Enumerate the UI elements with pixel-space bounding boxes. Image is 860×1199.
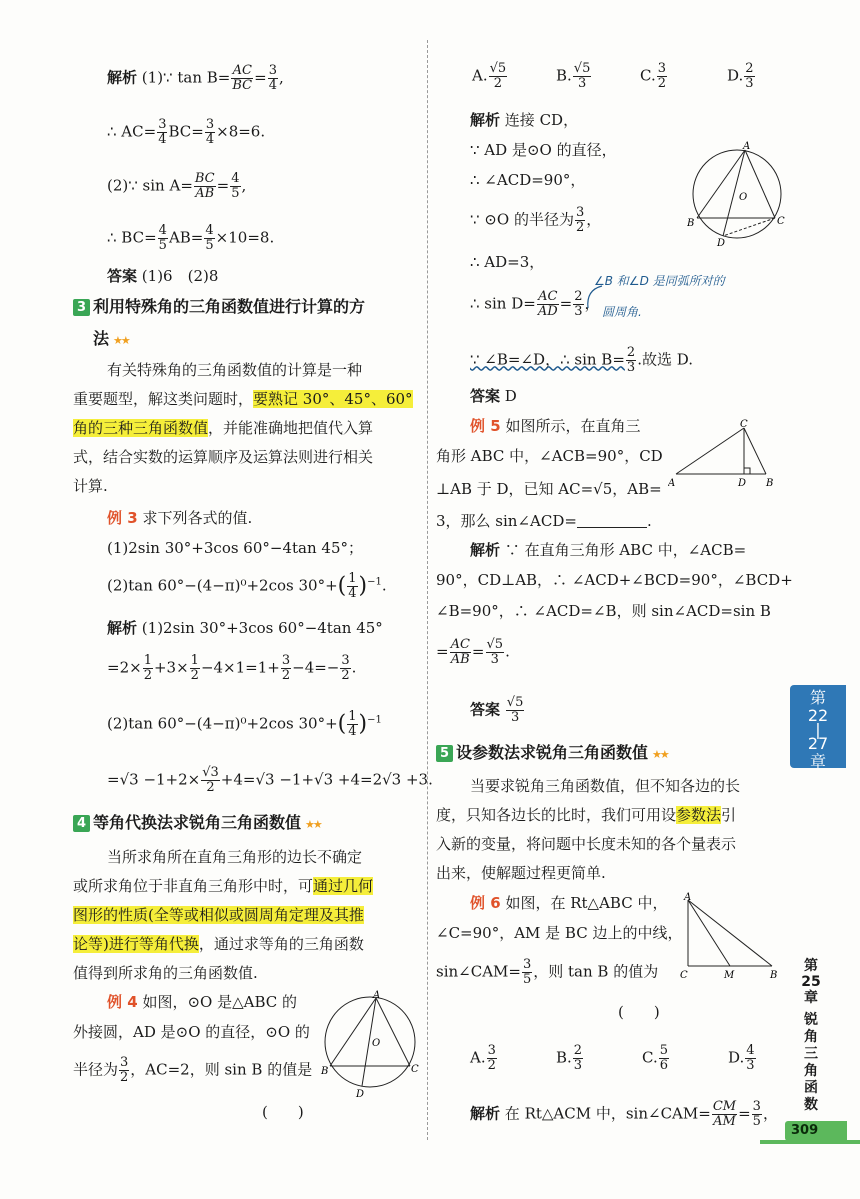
- example-4-line: 外接圆，AD 是⊙O 的直径，⊙O 的: [73, 1023, 310, 1041]
- solution-5-line: ∠B=90°，∴ ∠ACD=∠B，则 sin∠ACD=sin B: [436, 602, 771, 620]
- solution-5-line: 90°，CD⊥AB，∴ ∠ACD+∠BCD=90°，∠BCD+: [436, 571, 793, 589]
- option-b: B. $\frac{√5}{3}$: [556, 61, 591, 91]
- answer-4: 答案 D: [470, 387, 517, 405]
- option-d: D. $\frac{2}{3}$: [727, 61, 754, 91]
- column-divider: [427, 40, 428, 1140]
- solution-label: 解析: [107, 68, 138, 87]
- solution-4-line: ∴ ∠ACD=90°，: [470, 171, 586, 189]
- triangle-figure-ex5: [668, 418, 780, 490]
- highlight: 图形的性质(全等或相似或圆周角定理及其推: [73, 906, 364, 924]
- section-number-badge: 3: [73, 299, 90, 316]
- svg-text:D: D: [356, 1089, 365, 1100]
- solution-3: 解析 (1)2sin 30°+3cos 60°−4tan 45°: [107, 619, 383, 637]
- example-label: 例 5: [470, 417, 501, 435]
- section-heading-3: 3 利用特殊角的三角函数值进行计算的方: [73, 296, 365, 318]
- solution-4: 解析 连接 CD，: [470, 111, 579, 129]
- example-4: 例 4 如图，⊙O 是△ABC 的: [107, 993, 298, 1011]
- handwritten-note: 圆周角.: [602, 305, 642, 319]
- star-icon: ★★: [652, 748, 668, 761]
- svg-text:C: C: [411, 1064, 419, 1075]
- paragraph-line: 入新的变量，将问题中长度未知的各个量表示: [436, 835, 737, 853]
- fraction: $\frac{AC}{BC}$: [232, 63, 253, 93]
- example-5-line: 3，那么 sin∠ACD= .: [436, 512, 652, 530]
- example-label: 例 4: [107, 993, 138, 1011]
- svg-text:C: C: [680, 970, 688, 980]
- example-label: 例 3: [107, 509, 138, 527]
- star-icon: ★★: [113, 334, 129, 347]
- answer-label: 答案: [107, 267, 138, 285]
- option-6b: B. $\frac{2}{3}$: [556, 1043, 583, 1073]
- option-a: A. $\frac{√5}{2}$: [472, 61, 507, 91]
- example-6-line: sin∠CAM= $\frac{3}{5}$ ，则 tan B 的值为: [436, 957, 659, 987]
- svg-text:A: A: [743, 141, 751, 152]
- solution-5: 解析 ∵ 在直角三角形 ABC 中，∠ACB=: [470, 541, 747, 559]
- answer-5: 答案 $\frac{√5}{3}$: [470, 695, 524, 725]
- svg-text:O: O: [739, 192, 748, 203]
- svg-text:B: B: [766, 478, 774, 489]
- fraction: $\frac{3}{4}$: [158, 117, 167, 147]
- solution-3-line: =√3 −1+2× $\frac{√3}{2}$ +4=√3 −1+√3 +4=2√3 +3.: [107, 765, 433, 795]
- answer-blank: [577, 513, 647, 528]
- fraction: $\frac{4}{5}$: [205, 223, 214, 253]
- paragraph-line: [73, 900, 364, 930]
- svg-text:O: O: [372, 1038, 381, 1049]
- svg-text:M: M: [724, 970, 735, 980]
- answer-paren: ( ): [618, 1003, 660, 1021]
- svg-text:A: A: [373, 990, 381, 1001]
- paragraph-line: 计算.: [73, 477, 108, 495]
- solution-6: 解析 在 Rt△ACM 中，sin∠CAM= $\frac{CM}{AM}$ = $\frac{3}{5}$ ，: [470, 1099, 778, 1129]
- paragraph-line: 有关特殊角的三角函数值的计算是一种: [107, 361, 363, 379]
- svg-text:A: A: [684, 892, 692, 903]
- triangle-figure-ex6: [678, 892, 788, 980]
- fraction: $\frac{3}{4}$: [205, 117, 215, 147]
- section-heading-3-cont: 法 ★★: [93, 329, 129, 348]
- chapter-range-tab[interactable]: 第 22 | 27 章: [790, 685, 846, 768]
- option-6c: C. $\frac{5}{6}$: [642, 1043, 668, 1073]
- highlight: 角的三种三角函数值: [73, 419, 209, 437]
- fraction: $\frac{4}{5}$: [231, 171, 240, 201]
- example-5-line: ⊥AB 于 D，已知 AC=√5，AB=: [436, 480, 662, 498]
- svg-text:B: B: [321, 1066, 329, 1077]
- option-c: C. $\frac{3}{2}$: [640, 61, 666, 91]
- example-3: 例 3 求下列各式的值.: [107, 509, 253, 527]
- paragraph-line: 论等)进行等角代换，通过求等角的三角函数: [73, 935, 364, 953]
- svg-text:C: C: [740, 419, 748, 430]
- chapter-title: 锐角三角函数: [804, 1012, 818, 1113]
- fraction: $\frac{3}{4}$: [268, 63, 277, 93]
- solution-5-line: = $\frac{AC}{AB}$ = $\frac{√5}{3}$ .: [436, 637, 510, 667]
- paragraph-line: 出来，使解题过程更简单.: [436, 864, 606, 882]
- example-label: 例 6: [470, 894, 501, 912]
- paragraph-line: 角的三种三角函数值，并能准确地把值代入算: [73, 419, 374, 437]
- example-4-line: 半径为 $\frac{3}{2}$ ，AC=2，则 sin B 的值是: [73, 1055, 313, 1085]
- circle-figure-ex4: [318, 990, 423, 1100]
- svg-text:D: D: [738, 478, 747, 489]
- fraction: $\frac{BC}{AB}$: [194, 171, 215, 201]
- arrow-icon: [580, 282, 606, 312]
- example-5-line: 角形 ABC 中，∠ACB=90°，CD: [436, 447, 663, 465]
- section-heading-5: 5 设参数法求锐角三角函数值 ★★: [436, 742, 668, 766]
- solution-line: (2)∵ sin A= $\frac{BC}{AB}$ = $\frac{4}{5}$ ,: [107, 171, 247, 201]
- highlight: 通过几何: [313, 877, 374, 895]
- example-5: 例 5 如图所示，在直角三: [470, 417, 641, 435]
- solution-4-line: ∵ ∠B=∠D，∴ sin B= $\frac{2}{3}$ .故选 D.: [470, 345, 693, 375]
- page-number-bar: [760, 1140, 860, 1144]
- highlight: 参数法: [676, 806, 722, 824]
- option-6d: D. $\frac{4}{3}$: [728, 1043, 755, 1073]
- chapter-label: 第 25 章 锐角三角函数: [801, 958, 821, 1113]
- fraction: $\frac{4}{5}$: [158, 223, 167, 253]
- solution-4-line: ∴ sin D= $\frac{AC}{AD}$ = $\frac{2}{3}$ ，: [470, 289, 600, 319]
- math-text: (1)∵ tan B=: [141, 68, 231, 87]
- highlight: 要熟记 30°、45°、60°: [253, 390, 413, 408]
- example-6-line: ∠C=90°，AM 是 BC 边上的中线，: [436, 924, 683, 942]
- example-6: 例 6 如图，在 Rt△ABC 中，: [470, 894, 668, 912]
- answer-paren: ( ): [262, 1103, 304, 1121]
- solution-line: 解析 (1)∵ tan B= $\frac{AC}{BC}$ = $\frac{3}{4}$ ,: [107, 63, 284, 93]
- svg-text:C: C: [777, 216, 785, 227]
- paragraph-line: 式，结合实数的运算顺序及运算法则进行相关: [73, 448, 374, 466]
- example-3-q2: (2)tan 60°−(4−π)⁰+2cos 30°+( $\frac{1}{4}$ )$^{-1}$.: [107, 571, 387, 601]
- solution-3-line: =2× $\frac{1}{2}$ +3× $\frac{1}{2}$ −4×1=1+ $\frac{3}{2}$ −4=− $\frac{3}{2}$ .: [107, 653, 357, 683]
- svg-text:D: D: [717, 238, 726, 248]
- svg-text:A: A: [668, 478, 676, 489]
- svg-text:B: B: [687, 218, 695, 229]
- solution-4-line: ∴ AD=3，: [470, 253, 545, 271]
- highlight: 论等)进行等角代换: [73, 935, 199, 953]
- paragraph-line: 或所求角位于非直角三角形中时，可通过几何: [73, 877, 374, 895]
- paragraph-line: 度，只知各边长的比时，我们可用设参数法引: [436, 806, 737, 824]
- star-icon: ★★: [305, 818, 321, 831]
- paragraph-line: 重要题型，解这类问题时，要熟记 30°、45°、60°: [73, 390, 413, 408]
- paragraph-line: 值得到所求角的三角函数值.: [73, 964, 258, 982]
- section-number-badge: 5: [436, 745, 453, 762]
- paragraph-line: 当所求角所在直角三角形的边长不确定: [107, 848, 363, 866]
- solution-line: ∴ AC= $\frac{3}{4}$ BC= $\frac{3}{4}$ ×8=6.: [107, 117, 266, 147]
- section-heading-4: 4 等角代换法求锐角三角函数值 ★★: [73, 812, 321, 836]
- solution-line: ∴ BC= $\frac{4}{5}$ AB= $\frac{4}{5}$ ×10=8.: [107, 223, 275, 253]
- page-number: 309: [785, 1121, 847, 1141]
- circle-figure-sol4: [687, 138, 787, 248]
- option-6a: A. $\frac{3}{2}$: [470, 1043, 496, 1073]
- paragraph-line: 当要求锐角三角函数值，但不知各边的长: [470, 777, 741, 795]
- example-3-q1: (1)2sin 30°+3cos 60°−4tan 45°；: [107, 539, 363, 557]
- solution-4-line: ∵ ⊙O 的半径为 $\frac{3}{2}$ ，: [470, 205, 602, 235]
- section-number-badge: 4: [73, 815, 90, 832]
- svg-text:B: B: [770, 970, 778, 980]
- solution-4-line: ∵ AD 是⊙O 的直径，: [470, 141, 617, 159]
- handwritten-note: ∠B 和∠D 是同弧所对的: [594, 274, 725, 288]
- solution-3-line: (2)tan 60°−(4−π)⁰+2cos 30°+( $\frac{1}{4}$ )$^{-1}$: [107, 709, 382, 739]
- answer-line: 答案 (1)6 (2)8: [107, 267, 219, 285]
